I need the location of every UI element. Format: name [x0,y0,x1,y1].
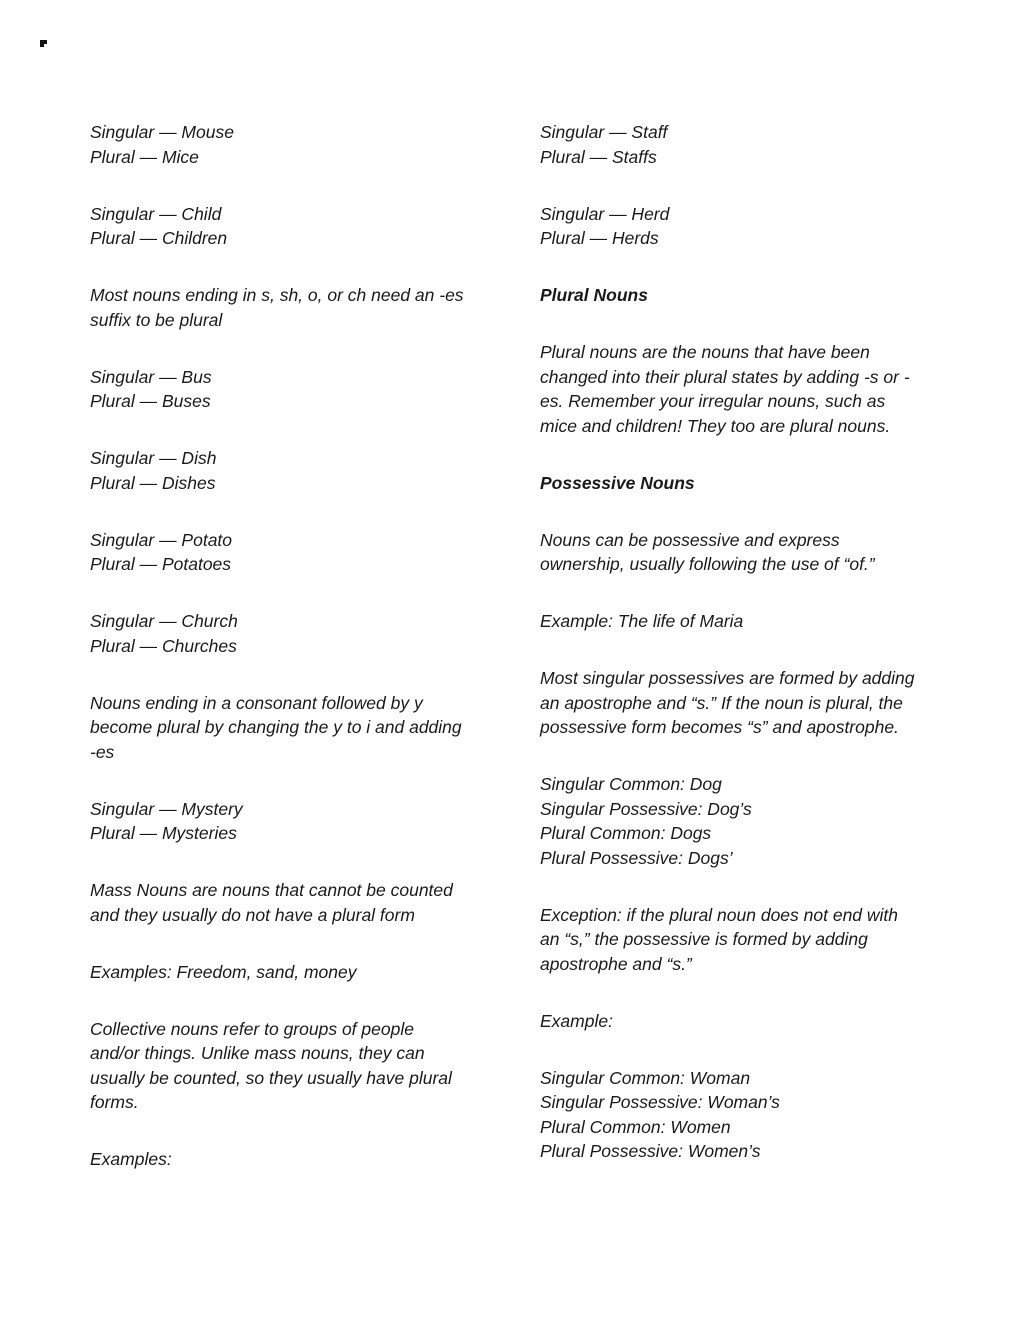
text-line: changed into their plural states by adding -s or - [540,366,910,387]
text-line: es. Remember your irregular nouns, such as [540,391,886,411]
text-line: Exception: if the plural noun does not end with [540,904,899,925]
text-line: Plural — Potatoes [90,554,232,574]
paragraph [540,202,940,251]
right-column [540,120,940,1196]
text-line: Example: [540,1010,613,1031]
text-line: Singular — Church [90,611,238,631]
text-line: apostrophe and “s.” [540,953,692,974]
text-line: Plural nouns are the nouns that have been [540,342,870,362]
text-line: Singular Common: Woman [540,1067,751,1088]
text-line: usually be counted, so they usually have plural [90,1067,452,1088]
text-line: Most nouns ending in s, sh, o, or ch need an -es [90,285,464,305]
paragraph [90,202,490,251]
text-line: Singular Common: Dog [540,774,722,794]
paragraph [90,283,490,332]
text-line: Plural Possessive: Women’s [540,1141,761,1161]
paragraph [90,797,490,846]
text-line: mice and children! They too are plural nouns. [540,415,891,436]
text-line: Nouns can be possessive and express [540,529,840,550]
text-line: Most singular possessives are formed by adding [540,668,915,688]
text-line: Singular — Bus [90,366,212,387]
text-line: Plural — Staffs [540,146,657,167]
paragraph [540,1066,940,1164]
paragraph [540,609,940,634]
text-line: Nouns ending in a consonant followed by y [90,692,423,713]
paragraph [90,609,490,658]
paragraph [540,1009,940,1034]
text-line: Singular — Herd [540,203,670,224]
text-line: suffix to be plural [90,309,223,330]
paragraph [90,120,490,169]
paragraph [540,340,940,438]
paragraph [90,691,490,765]
text-line: Plural — Children [90,228,228,248]
text-line: Singular Possessive: Woman’s [540,1092,780,1112]
section-heading [540,471,940,496]
text-line: Plural Possessive: Dogs’ [540,847,733,868]
section-heading [540,283,940,308]
text-line: Singular Possessive: Dog’s [540,798,752,819]
text-line: Collective nouns refer to groups of people [90,1018,414,1039]
text-line: possessive form becomes “s” and apostrophe. [540,717,899,737]
paragraph [90,1017,490,1115]
text-line: an “s,” the possessive is formed by adding [540,929,868,949]
text-line: Plural Common: Dogs [540,823,712,843]
text-line: and they usually do not have a plural form [90,904,415,925]
paragraph [540,903,940,977]
text-line: Plural — Buses [90,391,211,411]
text-line: an apostrophe and “s.” If the noun is plural, the [540,692,903,713]
text-line: Examples: Freedom, sand, money [90,961,357,982]
text-line: Plural — Mice [90,146,199,167]
text-line: ownership, usually following the use of “of.” [540,554,875,574]
text-line: forms. [90,1092,139,1112]
paragraph [540,666,940,740]
text-line: Plural — Dishes [90,472,216,493]
text-line: become plural by changing the y to i and adding [90,717,462,737]
text-line: Singular — Mystery [90,798,243,819]
text-line: Singular — Child [90,203,222,224]
text-line: -es [90,741,115,762]
left-column [90,120,490,1204]
text-line: Example: The life of Maria [540,611,744,631]
text-line: Examples: [90,1149,172,1169]
text-line: Plural Nouns [540,285,648,305]
paragraph [540,120,940,169]
paragraph [90,446,490,495]
text-line: Singular — Staff [540,122,668,142]
paragraph [90,1147,490,1172]
text-line: Singular — Dish [90,448,217,468]
text-line: Singular — Potato [90,529,233,550]
paragraph [90,960,490,985]
paragraph [90,528,490,577]
text-line: Plural Common: Women [540,1116,731,1137]
paragraph [90,365,490,414]
paragraph [540,772,940,870]
page-corner-mark [40,40,47,47]
text-line: Plural — Churches [90,635,237,656]
text-line: Mass Nouns are nouns that cannot be counted [90,880,453,900]
text-line: Plural — Herds [540,228,659,248]
paragraph [90,878,490,927]
text-line: Possessive Nouns [540,472,695,493]
text-line: Plural — Mysteries [90,823,237,843]
text-line: Singular — Mouse [90,122,234,142]
paragraph [540,528,940,577]
text-line: and/or things. Unlike mass nouns, they can [90,1043,425,1063]
